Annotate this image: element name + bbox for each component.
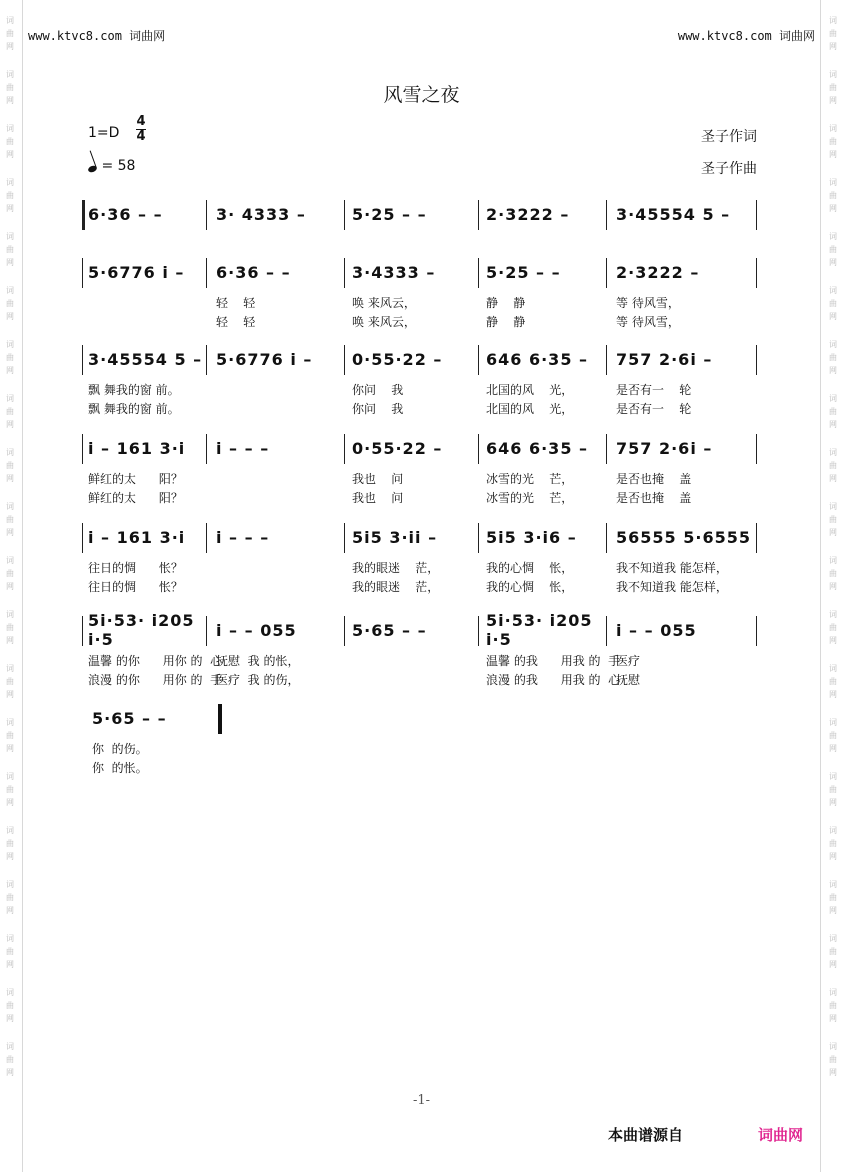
barline [478,258,479,288]
barline [478,523,479,553]
barline [606,200,607,230]
watermark-glyphs: 词 曲 网 [829,988,837,1023]
lyric-verse-2: 轻 轻 [216,315,256,329]
watermark-glyphs: 词 曲 网 [829,880,837,915]
lyric-verse-1: 温馨 的你 用你 的 心 [88,654,223,668]
watermark-glyphs: 词 曲 网 [829,448,837,483]
lyric-verse-1: 我不知道我 能怎样， [616,561,728,575]
barline [756,434,757,464]
measure: 5·65 – – [92,708,167,728]
score-system [82,702,758,775]
brand-logo-text[interactable]: 词曲网 [758,1126,804,1144]
watermark-glyphs: 词 曲 网 [6,718,14,753]
barline [478,616,479,646]
barline [478,345,479,375]
lyric-verse-1: 医疗 [616,654,641,668]
measure: 2·3222 – [486,204,570,224]
lyric-verse-2: 北国的风 光， [486,402,574,416]
watermark-glyphs: 词 曲 网 [6,16,14,51]
measure: 3·45554 5 – [616,204,731,224]
barline [756,616,757,646]
watermark-glyphs: 词 曲 网 [6,556,14,591]
measure: 5·25 – – [352,204,427,224]
lyric-verse-2: 浪漫 的你 用你 的 手 [88,673,223,687]
score-system [82,256,758,329]
watermark-glyphs: 词 曲 网 [829,124,837,159]
measure: 6·36 – – [216,262,291,282]
repeat-start-barline [82,200,85,230]
barline [344,616,345,646]
lyric-verse-2: 我不知道我 能怎样， [616,580,728,594]
barline [206,258,207,288]
page-number: -1- [412,1093,431,1108]
barline [344,434,345,464]
lyric-verse-1: 温馨 的我 用我 的 手 [486,654,621,668]
site-url-left[interactable]: www.ktvc8.com 词曲网 [28,29,166,43]
barline [82,258,83,288]
time-signature-top: 4 [136,114,146,129]
lyric-verse-1: 等 待风雪， [616,296,680,310]
lyric-verse-2: 抚慰 [616,673,641,687]
lyric-verse-2: 鲜红的太 阳？ [88,491,183,505]
barline [606,258,607,288]
score-system [82,198,758,232]
watermark-glyphs: 词 曲 网 [6,988,14,1023]
measure: 5·25 – – [486,262,561,282]
lyric-verse-1: 你 的伤。 [92,742,148,756]
measure: 5·65 – – [352,620,427,640]
barline [756,523,757,553]
measure: 0·55·22 – [352,349,443,369]
measure: i – – 055 [616,620,697,640]
watermark-glyphs: 词 曲 网 [829,340,837,375]
watermark-glyphs: 词 曲 网 [6,1042,14,1077]
lyric-verse-2: 往日的惆 怅？ [88,580,183,594]
measure: 56555 5·6555 [616,527,751,547]
site-url-right[interactable]: www.ktvc8.com 词曲网 [677,29,815,43]
measure: 5·6776 i – [216,349,313,369]
measure: 5i5 3·i6 – [486,527,577,547]
lyric-verse-1: 你问 我 [352,383,404,397]
barline [756,345,757,375]
lyric-verse-1: 我的心惆 怅， [486,561,574,575]
measure: i – 161 3·i [88,438,186,458]
measure: 5i5 3·ii – [352,527,438,547]
lyric-verse-2: 唤 来风云， [352,315,416,329]
lyric-verse-2: 飘 舞我的窗 前。 [88,402,180,416]
score-system [82,432,758,505]
score-system [82,611,758,687]
watermark-glyphs: 词 曲 网 [6,772,14,807]
lyric-verse-1: 抚慰 我 的怅， [216,654,300,668]
watermark-glyphs: 词 曲 网 [6,880,14,915]
measure: i – – – [216,527,270,547]
barline [344,200,345,230]
lyric-verse-1: 是否也掩 盖 [616,472,692,486]
measure: 757 2·6i – [616,438,713,458]
composer-credit: 圣子作曲 [701,161,757,177]
measure: 757 2·6i – [616,349,713,369]
song-title: 风雪之夜 [383,84,460,106]
watermark-glyphs: 词 曲 网 [6,502,14,537]
barline [478,200,479,230]
barline [756,200,757,230]
lyric-verse-1: 飘 舞我的窗 前。 [88,383,180,397]
lyric-verse-2: 浪漫 的我 用我 的 心 [486,673,621,687]
measure: 3·4333 – [352,262,436,282]
barline [478,434,479,464]
lyric-verse-1: 轻 轻 [216,296,256,310]
watermark-strip-left [2,0,18,1172]
barline [206,200,207,230]
tempo-marking [88,158,135,174]
barline [206,523,207,553]
barline [606,616,607,646]
lyric-verse-2: 是否也掩 盖 [616,491,692,505]
lyric-verse-1: 北国的风 光， [486,383,574,397]
watermark-glyphs: 词 曲 网 [829,772,837,807]
time-signature [136,115,146,144]
watermark-glyphs: 词 曲 网 [829,232,837,267]
measure: 5·6776 i – [88,262,185,282]
measure: 646 6·35 – [486,438,589,458]
measure: 5i·53· i205 i·5 [88,611,195,649]
watermark-glyphs: 词 曲 网 [6,610,14,645]
lyric-verse-1: 我的眼迷 茫， [352,561,440,575]
quarter-note-icon [87,165,98,174]
watermark-glyphs: 词 曲 网 [829,718,837,753]
measure: i – – 055 [216,620,297,640]
lyric-verse-2: 静 静 [486,315,526,329]
watermark-glyphs: 词 曲 网 [829,556,837,591]
measure: 6·36 – – [88,204,163,224]
watermark-glyphs: 词 曲 网 [829,286,837,321]
watermark-glyphs: 词 曲 网 [6,934,14,969]
lyric-verse-1: 是否有一 轮 [616,383,692,397]
lyric-verse-1: 我也 问 [352,472,404,486]
margin-rule-left [22,0,23,1172]
time-signature-bottom: 4 [136,129,146,144]
key-signature: 1=D [88,125,120,141]
watermark-glyphs: 词 曲 网 [829,826,837,861]
measure: 0·55·22 – [352,438,443,458]
lyricist-credit: 圣子作词 [701,129,757,145]
lyric-verse-2: 冰雪的光 芒， [486,491,574,505]
lyric-verse-1: 往日的惆 怅？ [88,561,183,575]
measure: i – 161 3·i [88,527,186,547]
lyric-verse-1: 冰雪的光 芒， [486,472,574,486]
measure: 3·45554 5 – [88,349,203,369]
lyric-verse-2: 你问 我 [352,402,404,416]
watermark-glyphs: 词 曲 网 [6,232,14,267]
barline [82,616,83,646]
lyric-verse-2: 我也 问 [352,491,404,505]
measure: i – – – [216,438,270,458]
watermark-glyphs: 词 曲 网 [6,826,14,861]
barline [206,434,207,464]
barline [82,434,83,464]
lyric-verse-1: 静 静 [486,296,526,310]
watermark-glyphs: 词 曲 网 [6,124,14,159]
watermark-glyphs: 词 曲 网 [829,610,837,645]
barline [756,258,757,288]
lyric-verse-1: 鲜红的太 阳？ [88,472,183,486]
measure: 2·3222 – [616,262,700,282]
watermark-glyphs: 词 曲 网 [829,502,837,537]
watermark-glyphs: 词 曲 网 [829,70,837,105]
measure: 3· 4333 – [216,204,306,224]
tempo-value: = 58 [101,158,136,174]
barline [606,345,607,375]
lyric-verse-2: 等 待风雪， [616,315,680,329]
barline [206,345,207,375]
measure: 5i·53· i205 i·5 [486,611,593,649]
watermark-glyphs: 词 曲 网 [6,340,14,375]
watermark-glyphs: 词 曲 网 [829,394,837,429]
watermark-glyphs: 词 曲 网 [829,1042,837,1077]
barline [606,434,607,464]
watermark-glyphs: 词 曲 网 [6,448,14,483]
barline [206,616,207,646]
lyric-verse-2: 是否有一 轮 [616,402,692,416]
lyric-verse-2: 我的眼迷 茫， [352,580,440,594]
margin-rule-right [820,0,821,1172]
score-system [82,521,758,594]
watermark-glyphs: 词 曲 网 [6,286,14,321]
watermark-glyphs: 词 曲 网 [829,16,837,51]
barline [218,704,222,734]
barline [344,523,345,553]
measure: 646 6·35 – [486,349,589,369]
barline [344,258,345,288]
watermark-glyphs: 词 曲 网 [6,70,14,105]
source-label: 本曲谱源自 [608,1126,684,1144]
watermark-glyphs: 词 曲 网 [6,394,14,429]
lyric-verse-2: 你 的怅。 [92,761,148,775]
score-system [82,343,758,416]
barline [82,345,83,375]
barline [82,523,83,553]
watermark-glyphs: 词 曲 网 [6,664,14,699]
watermark-glyphs: 词 曲 网 [829,934,837,969]
lyric-verse-2: 我的心惆 怅， [486,580,574,594]
lyric-verse-2: 医疗 我 的伤， [216,673,300,687]
watermark-glyphs: 词 曲 网 [6,178,14,213]
lyric-verse-1: 唤 来风云， [352,296,416,310]
barline [606,523,607,553]
barline [344,345,345,375]
watermark-glyphs: 词 曲 网 [829,664,837,699]
watermark-strip-right [825,0,841,1172]
watermark-glyphs: 词 曲 网 [829,178,837,213]
